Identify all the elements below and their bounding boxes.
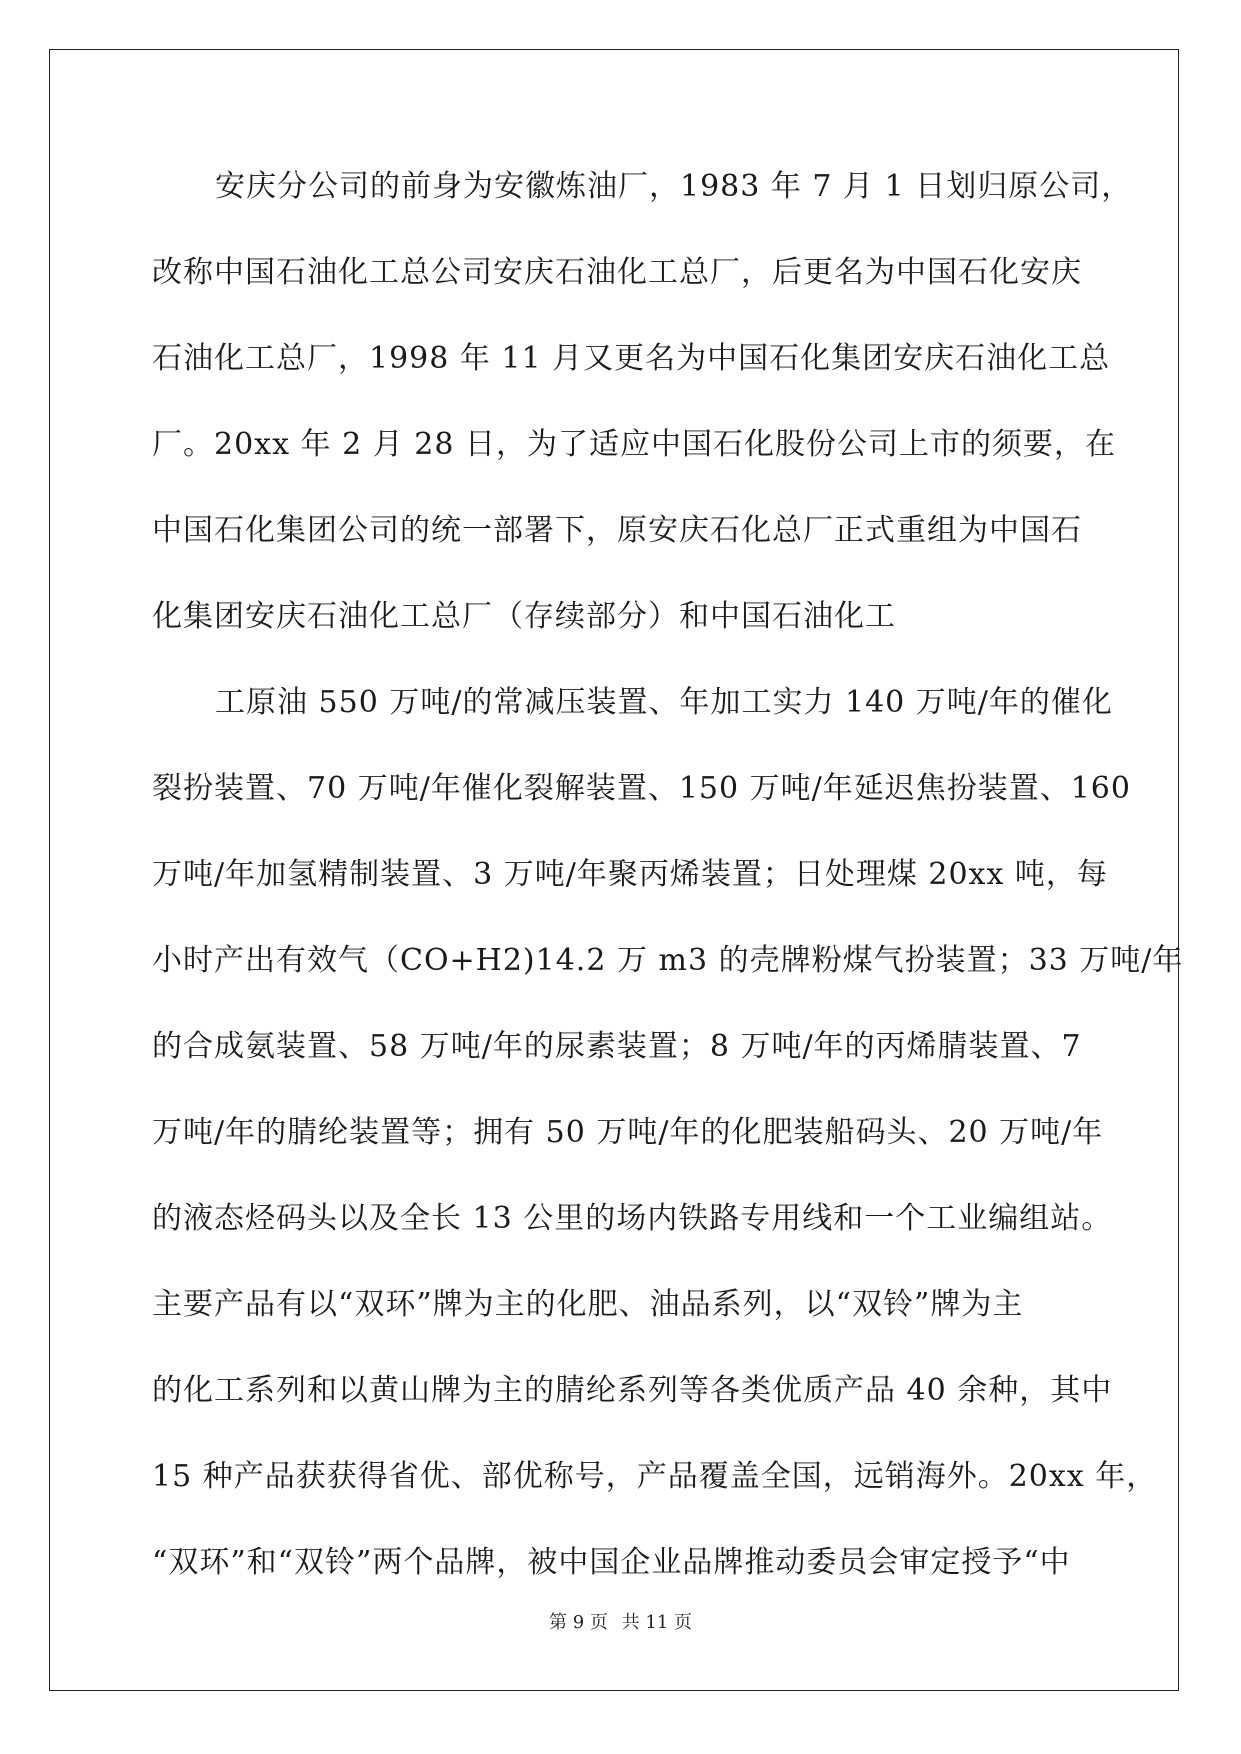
paragraph-line: 裂扮装置、70 万吨/年催化裂解装置、150 万吨/年延迟焦扮装置、160: [152, 771, 1131, 806]
paragraph-line: 的液态烃码头以及全长 13 公里的场内铁路专用线和一个工业编组站。: [152, 1201, 1113, 1236]
paragraph-line: 万吨/年的腈纶装置等；拥有 50 万吨/年的化肥装船码头、20 万吨/年: [152, 1115, 1104, 1150]
paragraph-line: “双环”和“双铃”两个品牌，被中国企业品牌推动委员会审定授予“中: [152, 1545, 1071, 1580]
page-number: 第 9 页: [549, 1612, 608, 1633]
paragraph-line: 厂。20xx 年 2 月 28 日，为了适应中国石化股份公司上市的须要，在: [152, 427, 1116, 462]
paragraph-line: 安庆分公司的前身为安徽炼油厂，1983 年 7 月 1 日划归原公司，: [215, 169, 1133, 204]
page-footer: [0, 1608, 1241, 1634]
paragraph-line: 主要产品有以“双环”牌为主的化肥、油品系列，以“双铃”牌为主: [152, 1287, 1024, 1322]
paragraph-line: 小时产出有效气（CO+H2)14.2 万 m3 的壳牌粉煤气扮装置；33 万吨/年: [152, 943, 1184, 978]
paragraph-line: 石油化工总厂，1998 年 11 月又更名为中国石化集团安庆石油化工总: [152, 341, 1111, 376]
paragraph-line: 中国石化集团公司的统一部署下，原安庆石化总厂正式重组为中国石: [152, 513, 1082, 548]
paragraph-line: 15 种产品获获得省优、部优称号，产品覆盖全国，远销海外。20xx 年，: [152, 1459, 1158, 1494]
total-pages: 共 11 页: [621, 1612, 692, 1633]
paragraph-line: 改称中国石油化工总公司安庆石油化工总厂，后更名为中国石化安庆: [152, 255, 1082, 290]
paragraph-line: 万吨/年加氢精制装置、3 万吨/年聚丙烯装置；日处理煤 20xx 吨，每: [152, 857, 1108, 892]
paragraph-line: 的化工系列和以黄山牌为主的腈纶系列等各类优质产品 40 余种，其中: [152, 1373, 1113, 1408]
paragraph-line: 的合成氨装置、58 万吨/年的尿素装置；8 万吨/年的丙烯腈装置、7: [152, 1029, 1082, 1064]
paragraph-line: 化集团安庆石油化工总厂（存续部分）和中国石油化工: [152, 599, 896, 634]
document-body: [152, 157, 1184, 1619]
paragraph-line: 工原油 550 万吨/的常减压装置、年加工实力 140 万吨/年的催化: [215, 685, 1113, 720]
